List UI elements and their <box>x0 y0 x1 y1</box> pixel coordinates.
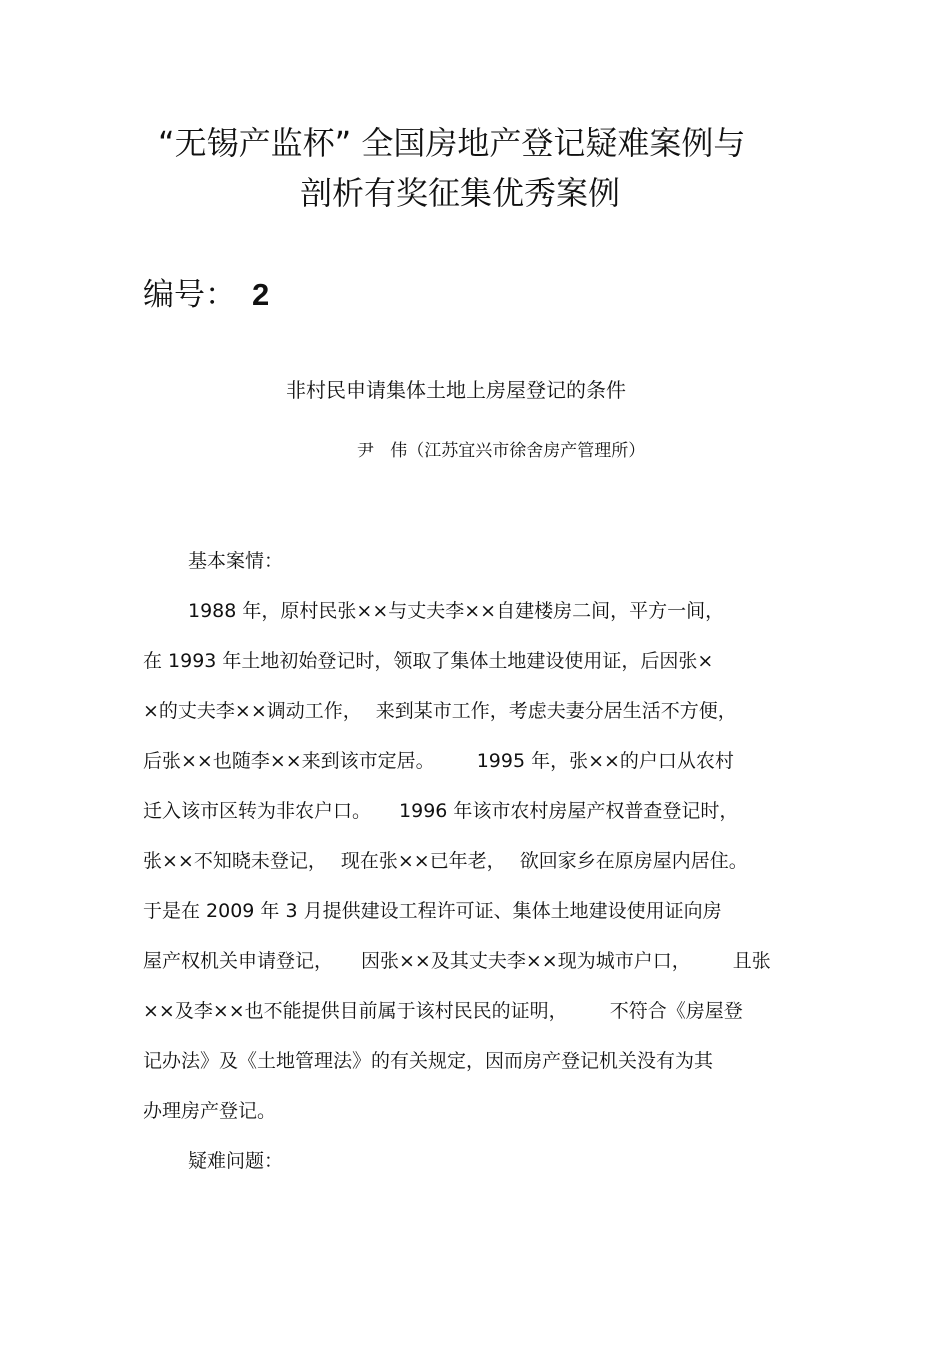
body-line-segment: 屋产权机关申请登记， <box>143 950 334 972</box>
body-line-segment: 张××不知晓未登记， <box>143 850 327 872</box>
case-number <box>143 275 269 315</box>
body-line-segment: ×的丈夫李××调动工作， <box>143 700 362 722</box>
body-line <box>143 697 737 725</box>
author-name: 尹 伟 <box>357 441 408 461</box>
body-line: 于是在 2009 年 3 月提供建设工程许可证、集体土地建设使用证向房 <box>143 900 722 922</box>
section-heading-basic-facts: 基本案情： <box>188 550 284 572</box>
body-line-segment: 1995 年，张××的户口从农村 <box>476 750 734 772</box>
article-title: 非村民申请集体土地上房屋登记的条件 <box>286 378 626 402</box>
body-line: 办理房产登记。 <box>143 1100 277 1122</box>
title-line-2: 剖析有奖征集优秀案例 <box>300 174 621 212</box>
body-line <box>143 847 748 875</box>
author-line <box>357 439 645 463</box>
body-line-segment: ××及李××也不能提供目前属于该村民民的证明， <box>143 1000 568 1022</box>
body-line <box>143 947 771 975</box>
body-line: 1988 年，原村民张××与丈夫李××自建楼房二间，平方一间， <box>188 600 725 622</box>
body-line-segment: 因张××及其丈夫李××现为城市户口， <box>361 950 691 972</box>
body-line <box>143 997 743 1025</box>
case-number-value: 2 <box>252 277 270 312</box>
body-line-segment: 不符合《房屋登 <box>609 1000 743 1022</box>
body-line <box>143 797 738 825</box>
body-line-segment: 1996 年该市农村房屋产权普查登记时， <box>399 800 739 822</box>
body-line-segment: 后张××也随李××来到该市定居。 <box>143 750 435 772</box>
body-line <box>143 747 734 775</box>
body-line-segment: 欲回家乡在原房屋内居住。 <box>519 850 748 872</box>
author-affiliation: （江苏宜兴市徐舍房产管理所） <box>407 441 646 461</box>
title-line-1: “无锡产监杯” 全国房地产登记疑难案例与 <box>158 124 746 162</box>
section-heading-difficult-issues: 疑难问题： <box>188 1150 284 1172</box>
body-line-segment: 来到某市工作，考虑夫妻分居生活不方便， <box>375 700 737 722</box>
body-line-segment: 现在张××已年老， <box>340 850 506 872</box>
case-number-label: 编号： <box>143 277 236 313</box>
body-line-segment: 迁入该市区转为非农户口。 <box>143 800 372 822</box>
body-line: 在 1993 年土地初始登记时，领取了集体土地建设使用证，后因张× <box>143 650 714 672</box>
body-line: 记办法》及《土地管理法》的有关规定，因而房产登记机关没有为其 <box>143 1050 714 1072</box>
body-line-segment: 且张 <box>732 950 771 972</box>
